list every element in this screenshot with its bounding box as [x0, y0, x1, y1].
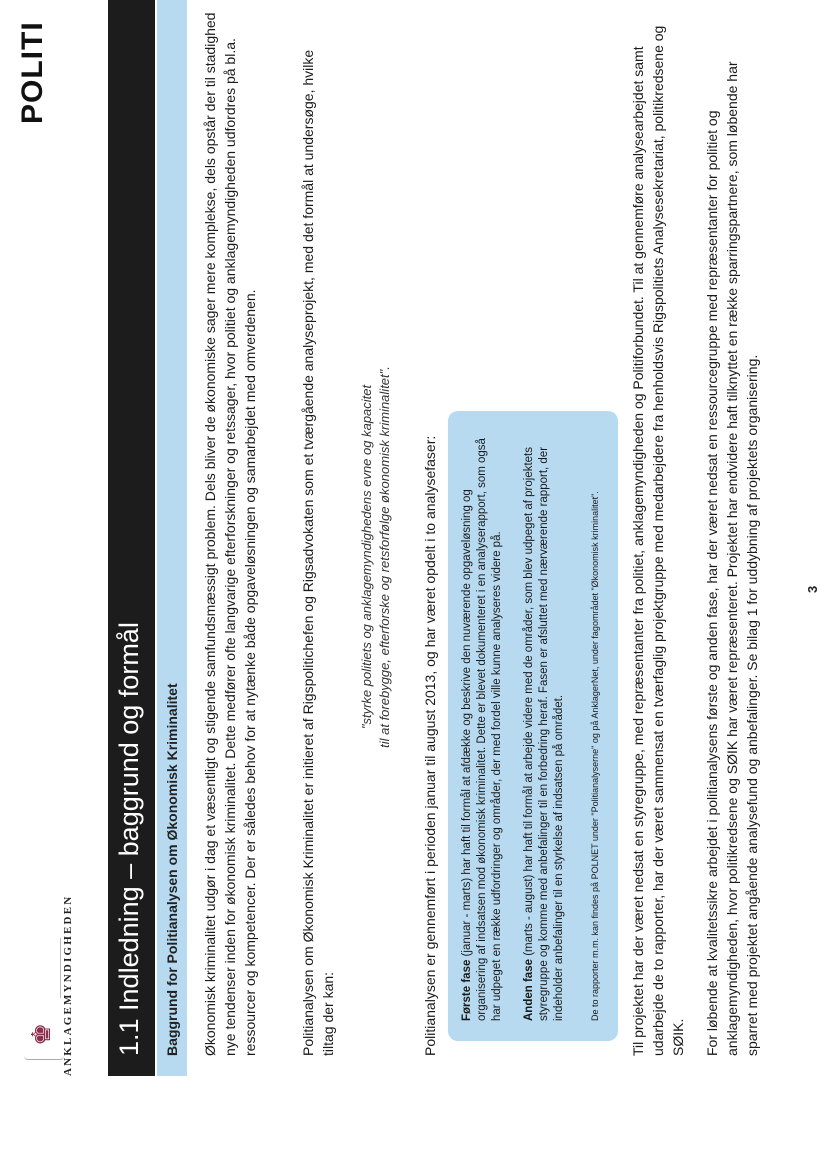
page-title: 1.1 Indledning – baggrund og formål [114, 622, 144, 1056]
phase-note: De to rapporter m.m. kan findes på POLNET under "Politianalyserne" og på AnklagerNet, under fagområdet "Økonomisk kriminalitet". [590, 491, 600, 1021]
crown-icon: ♚ [26, 1022, 56, 1046]
org-name: ANKLAGEMYNDIGHEDEN [62, 894, 74, 1076]
paragraph-initiative: Politianalysen om Økonomisk Kriminalitet er initieret af Rigspolitichefen og Rigsadvokaten som et tværgående analyseprojekt, med det formål at undersøge, hvilke tiltag der kan: [300, 49, 336, 1056]
title-bar [108, 0, 155, 1076]
section-band [157, 0, 187, 1076]
phase-second [522, 426, 567, 1021]
logo-divider [60, 938, 61, 998]
paragraph-quality: For løbende at kvalitetssikre arbejdet i politianalysens første og anden fase, har der været nedsat en ressourcegruppe med repræsentanter for politiet og anklagemyndigheden, hvor politikredsene og SØIK har været repræsenteret. Projektet har endvidere haft tilknyttet en række sparringspartnere, som løbende har sparret med projektet angående analysefund og anbefalinger. Se bilag 1 for uddybning af projektets organisering. [704, 61, 760, 1056]
phase-second-label: Anden fase [523, 959, 535, 1021]
phase-first-text: (januar - marts) har haft til formål at afdække og beskrive den nuværende opgaveløsning og organisering af indsatsen mod økonomisk kriminalitet. Dette er blevet dokumenteret i en analyserapport, som også har udpeget en række udfordringer og områder, der med fordel ville kunne analyseres videre på. [461, 438, 503, 1021]
page-number: 3 [805, 585, 820, 593]
agency-logo [10, 894, 90, 1076]
quote-line-1: "styrke politiets og anklagemyndighedens evne og kapacitet [359, 384, 374, 730]
paragraph-period: Politianalysen er gennemført i perioden januar til august 2013, og har været opdelt i to analysefaser: [422, 435, 438, 1056]
section-heading: Baggrund for Politianalysen om Økonomisk Kriminalitet [164, 683, 180, 1056]
phase-box [448, 411, 618, 1041]
logo-bracket-mark [24, 1051, 64, 1060]
quote-line-2: til at forebygge, efterforske og retsforfølge økonomisk kriminalitet". [377, 366, 392, 748]
paragraph-intro: Økonomisk kriminalitet udgør i dag et væsentligt og stigende samfundsmæssigt problem. Dels bliver de økonomiske sager mere komplekse, dels opstår der til stadighed nye tendenser inden for økonomisk kriminalitet. Dette medfører ofte langvarige efterforskninger og retssager, hvor politiet og anklagemyndigheden udfordres på bl.a. ressourcer og kompetencer. Der er således behov for at nytænke både opgaveløsningen og samarbejdet med omverdenen. [202, 12, 258, 1056]
paragraph-steering: Til projektet har der været nedsat en styregruppe, med repræsentanter fra politiet, anklagemyndigheden og Politiforbundet. Til at gennemføre analysearbejdet samt udarbejde de to rapporter, har der været sammensat en tværfaglig projektgruppe med medarbejdere fra henholdsvis Rigspolitiets Analysesekretariat, politikredsene og SØIK. [630, 25, 686, 1056]
phase-second-text: (marts - august) har haft til formål at arbejde videre med de områder, som blev udpeget af projektets styregruppe og komme med anbefalinger til en forbedring heraf. Fasen er afsluttet med nærværende rapport, der indeholder anbefalinger til en styrkelse af indsatsen på området. [523, 446, 565, 1021]
politi-brand: POLITI [16, 21, 49, 124]
purpose-quote [358, 297, 394, 817]
phase-first-label: Første fase [461, 959, 473, 1021]
phase-first [460, 426, 505, 1021]
